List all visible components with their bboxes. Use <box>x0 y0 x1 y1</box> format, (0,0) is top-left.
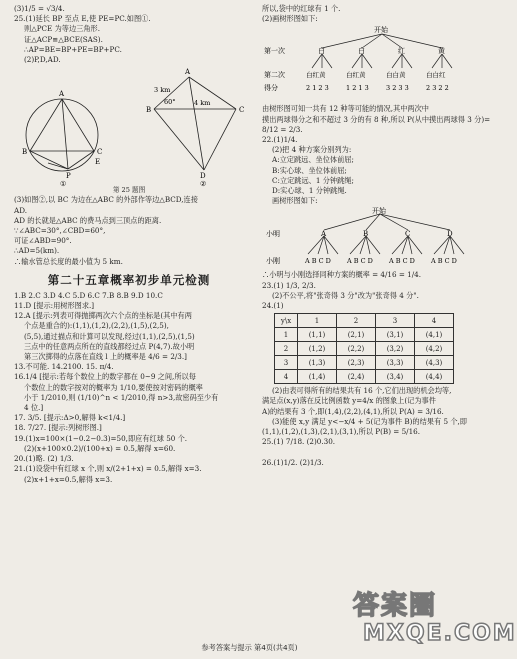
text-line: (2)不公平,将"张奇得 3 分"改为"张奇得 4 分". <box>272 290 419 300</box>
tree2-leaf: A B C D <box>389 257 415 266</box>
label-B: B <box>22 148 28 157</box>
text-line: (2)画树形图如下: <box>262 14 318 24</box>
text-line: 由树形图可知一共有 12 种等可能的情况,其中两次中 <box>262 104 429 114</box>
answer-line: 个点是重合的):(1,1),(1,2),(2,2),(1,5),(2,5), <box>24 321 169 331</box>
text-line: ∵∠ABC=30°,∠CBD=60°, <box>14 226 106 236</box>
text-line: (1,1),(1,2),(1,3),(2,1),(3,1),所以 P(B) = 5/16. <box>262 427 421 437</box>
tree1-node: 白 <box>318 47 325 56</box>
table-cell: (4,3) <box>415 356 454 370</box>
text-line: ∴AP=BE=BP+PE=BP+PC. <box>24 44 122 54</box>
tree2-leaf: A B C D <box>431 257 457 266</box>
answer-line: 1.B 2.C 3.D 4.C 5.D 6.C 7.B 8.B 9.D 10.C <box>14 290 163 300</box>
table-row <box>275 342 454 356</box>
text-line: B:实心球、坐位体前屈; <box>272 165 347 175</box>
tree2-node: C <box>405 230 411 239</box>
text-line <box>262 447 490 457</box>
table-cell: (4,4) <box>415 370 454 384</box>
label-D: D <box>200 172 206 181</box>
label-E: E <box>95 158 101 167</box>
tree1-node: 白 <box>358 47 365 56</box>
answer-line: 4 位.] <box>24 403 44 413</box>
table-cell: (3,1) <box>376 328 415 342</box>
table-cell: (1,4) <box>298 370 337 384</box>
label-angle: 60° <box>164 98 176 107</box>
tree2-leaf: A B C D <box>347 257 373 266</box>
table-cell: (4,1) <box>415 328 454 342</box>
answer-line: 20.(1)略. (2) 1/3. <box>14 454 74 464</box>
table-header-row <box>275 314 454 328</box>
tree1-score: 2 3 2 2 <box>426 84 449 93</box>
table-row <box>275 370 454 384</box>
table-cell: 3 <box>275 356 298 370</box>
answer-line: 21.(1)设袋中有红球 x 个,则 x/(2+1+x) = 0.5,解得 x=3. <box>14 464 202 474</box>
table-cell: (4,2) <box>415 342 454 356</box>
watermark-url: MXQE.COM <box>363 621 517 646</box>
table-cell: 2 <box>275 342 298 356</box>
text-line: 25.(1)延长 BP 至点 E,使 PE=PC.如图①. <box>14 14 151 24</box>
table-corner: y\x <box>275 314 298 328</box>
tree1-score: 1 2 1 3 <box>346 84 369 93</box>
text-line: (2)由表可得所有的结果共有 16 个,它们出现的机会均等, <box>272 386 452 396</box>
tree1-leaf: 白白黄 <box>386 71 406 80</box>
page-footer: 参考答案与提示 第4页(共4页) <box>201 643 298 652</box>
answer-line: (2)x+1+x=0.5,解得 x=3. <box>24 474 113 484</box>
label-fig2: ② <box>200 180 207 189</box>
answer-line: 个数位上的数字按对的概率为 1/10,要使按对密码的概率 <box>24 382 203 392</box>
text-line: 则△PCE 为等边三角形. <box>24 24 100 34</box>
tree2-node: D <box>447 230 453 239</box>
tree2-node: B <box>363 230 369 239</box>
label-A: A <box>59 90 65 99</box>
table-cell: (1,3) <box>298 356 337 370</box>
table-cell: (1,1) <box>298 328 337 342</box>
answer-line: (2)(x+100×0.2)/(100+x) = 0.5,解得 x=60. <box>24 443 176 453</box>
watermark-title: 答案圈 <box>353 591 438 621</box>
right-column <box>262 4 490 468</box>
text-line: A:立定跳远、坐位体前屈; <box>272 155 354 165</box>
tree1-node: 红 <box>398 47 405 56</box>
text-line: 画树形图如下: <box>272 196 318 206</box>
text-line: 可证∠ABD=90°. <box>14 236 72 246</box>
label-4km: 4 km <box>194 99 211 108</box>
text-line: ∴AD=5(km). <box>14 246 60 256</box>
table-cell: 1 <box>275 328 298 342</box>
table-cell: (3,2) <box>376 342 415 356</box>
tree1-score: 3 2 3 3 <box>386 84 409 93</box>
answer-line: 17. 3/5. [提示:Δ>0,解得 k<1/4.] <box>14 413 126 423</box>
text-line: 满足点(x,y)落在反比例函数 y=4/x 的图象上(记为事件 <box>262 396 436 406</box>
text-line: 24.(1) <box>262 301 284 311</box>
tree2-node: A <box>321 230 327 239</box>
tree1-row-second: 第二次 <box>264 71 285 80</box>
tree1-root: 开始 <box>374 26 388 35</box>
tree2-branches <box>308 214 464 254</box>
figure-25 <box>14 65 245 189</box>
tree-diagram-2 <box>262 206 490 270</box>
tree-diagram-1 <box>262 24 490 104</box>
table-header-cell: 2 <box>337 314 376 328</box>
tree1-leaf: 白白红 <box>426 71 446 80</box>
table-cell: (2,2) <box>337 342 376 356</box>
answer-line: 小于 1/2010,则 (1/10)^n < 1/2010,得 n>3,故密码至少有 <box>24 392 219 402</box>
text-line: C:立定跳远、1 分钟跳绳; <box>272 175 354 185</box>
text-line: (2)P,D,AD. <box>24 55 61 65</box>
answer-line: 11.D [提示:用树形图求.] <box>14 301 95 311</box>
label-3km: 3 km <box>154 86 171 95</box>
tree1-leaf: 白红黄 <box>346 71 366 80</box>
text-line: 证△ACP≌△BCE(SAS). <box>24 34 103 44</box>
table-cell: (2,1) <box>337 328 376 342</box>
tree2-row-gang: 小刚 <box>266 257 280 266</box>
text-line: A)的结果有 3 个,即(1,4),(2,2),(4,1),所以 P(A) = 3/16. <box>262 406 444 416</box>
table-row <box>275 356 454 370</box>
table-cell: (3,4) <box>376 370 415 384</box>
table-header-cell: 4 <box>415 314 454 328</box>
label-P: P <box>66 172 71 181</box>
text-line: (3)1/5 = √3/4. <box>14 4 65 13</box>
answer-line: 18. 7/27. [提示:列树形图.] <box>14 423 102 433</box>
tree1-score: 2 1 2 3 <box>306 84 329 93</box>
table-header-cell: 3 <box>376 314 415 328</box>
answer-line: 16.1/4 [提示:若每个数位上的数字都在 0~9 之间,所以每 <box>14 372 196 382</box>
text-line: 22.(1)1/4. <box>262 135 298 145</box>
table-cell: (1,2) <box>298 342 337 356</box>
answer-line: 12.A [提示:列表可得抛掷两次六个点的坐标是(其中有两 <box>14 311 192 321</box>
text-line: 25.(1) 7/18. (2)0.30. <box>262 437 336 447</box>
tree1-row-score: 得分 <box>264 84 278 93</box>
table-header-cell: 1 <box>298 314 337 328</box>
figure-1-circle <box>26 99 101 171</box>
answer-line: 13.不可能. 14.2100. 15. π/4. <box>14 362 114 372</box>
tree2-leaf: A B C D <box>305 257 331 266</box>
answer-line: 第三次掷得的点落在直线 l 上的概率是 4/6 = 2/3.] <box>24 352 187 362</box>
text-line: AD 的长就是△ABC 的费马点到三顶点的距离. <box>14 215 162 225</box>
table-cell: 4 <box>275 370 298 384</box>
text-line: (3)如图②,以 BC 为边在△ABC 的外部作等边△BCD,连接 <box>14 195 198 205</box>
text-line: (2)把 4 种方案分别列为: <box>272 145 352 155</box>
text-line: D:实心球、1 分钟跳绳. <box>272 186 347 196</box>
tree1-branches <box>312 34 452 68</box>
table-cell: (2,4) <box>337 370 376 384</box>
text-line: ∴输水管总长度的最小值为 5 km. <box>14 256 123 266</box>
label-C2: C <box>239 106 245 115</box>
label-B2: B <box>146 106 152 115</box>
text-line: 所以,袋中的红球有 1 个. <box>262 4 341 13</box>
label-C: C <box>97 148 103 157</box>
text-line: 8/12 = 2/3. <box>262 124 303 134</box>
table-cell: (2,3) <box>337 356 376 370</box>
figure-caption: 第 25 题图 <box>112 186 146 195</box>
table-row <box>275 328 454 342</box>
answer-line: 19.(1)x=100×(1−0.2−0.3)=50,即应有红球 50 个. <box>14 433 188 443</box>
chapter-heading: 第二十五章概率初步单元检测 <box>47 272 211 287</box>
text-line: AD. <box>14 205 27 215</box>
tree1-row-first: 第一次 <box>264 47 285 56</box>
answer-line: 三点中的任意两点所在的直线都经过点 P(4,7).故小明 <box>24 341 195 351</box>
label-A2: A <box>185 68 191 77</box>
tree1-leaf: 白红黄 <box>306 71 326 80</box>
tree2-root: 开始 <box>372 207 386 216</box>
table-cell: (3,3) <box>376 356 415 370</box>
left-column <box>14 4 244 485</box>
answer-line: (5,5),通过描点和计算可以发现,经过(1,1),(2,5),(1,5) <box>24 331 195 341</box>
text-line: ∴小明与小刚选择同种方案的概率 = 4/16 = 1/4. <box>262 270 421 280</box>
tree1-node: 黄 <box>438 47 445 56</box>
text-line: 23.(1) 1/3, 2/3. <box>262 280 316 290</box>
text-line: 摸出两球得分之和不超过 3 分的有 8 种,所以 P(从中摸出两球得 3 分)= <box>262 114 491 124</box>
label-fig1: ① <box>60 180 67 189</box>
text-line: 26.(1)1/2. (2)1/3. <box>262 457 324 467</box>
text-line: (3)能使 x,y 满足 y<−x/4 + 5(记为事件 B)的结果有 5 个,即 <box>272 416 467 426</box>
coordinate-table <box>274 313 454 384</box>
tree2-row-ming: 小明 <box>266 230 280 239</box>
